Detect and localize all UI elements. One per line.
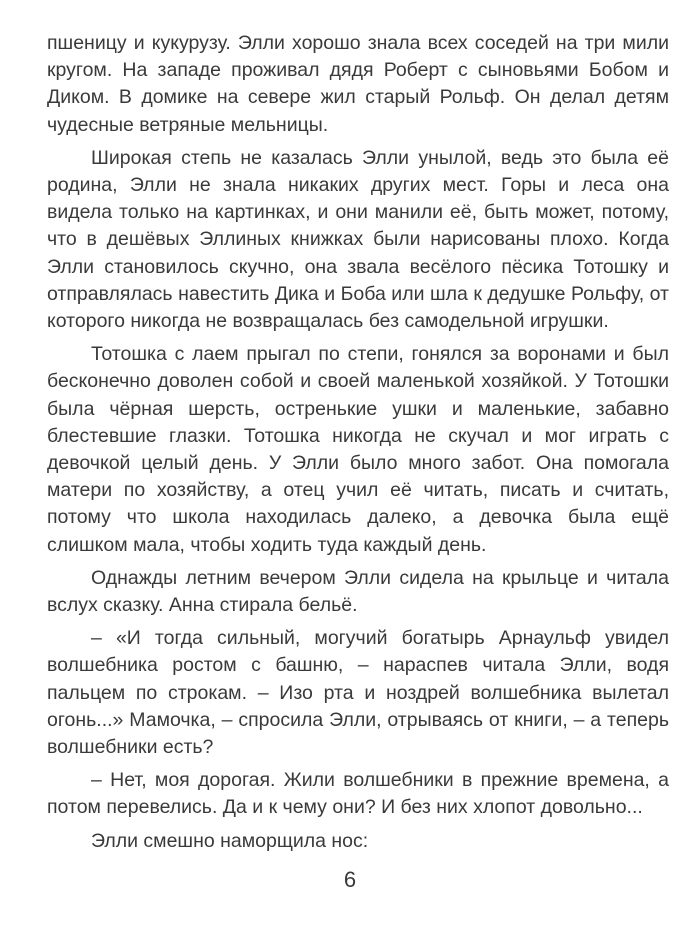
page-body <box>47 30 669 861</box>
page-number: 6 <box>343 867 357 892</box>
paragraph-6: – Нет, моя дорогая. Жили волшебники в прежние времена, а потом перевелись. Да и к чему они? И без них хлопот довольно... <box>47 769 669 819</box>
paragraph-4: Однажды летним вечером Элли сидела на крыльце и читала вслух сказку. Анна стирала бельё. <box>47 566 669 617</box>
paragraph-1: пшеницу и кукурузу. Элли хорошо знала всех соседей на три мили кругом. На западе проживал дядя Роберт с сыновьями Бобом и Диком. В домике на севере жил старый Рольф. Он делал детям чудесные ветряные мельницы. <box>47 32 669 136</box>
paragraph-2: Широкая степь не казалась Элли унылой, ведь это была её родина, Элли не знала никаких других мест. Горы и леса она видела только на картинках, и они манили её, быть может, потому, что в дешёвых Эллиных книжках были нарисованы плохо. Когда Элли становилось скучно, она звала весёлого пёсика Тотошку и отправлялась навестить Дика и Боба или шла к дедушке Рольфу, от которого никогда не возвращалась без самодельной игрушки. <box>47 146 669 333</box>
paragraph-3: Тотошка с лаем прыгал по степи, гонялся за воронами и был бесконечно доволен собой и своей маленькой хозяйкой. У Тотошки была чёрная шерсть, остренькие ушки и маленькие, забавно блестевшие глазки. Тотошка никогда не скучал и мог играть с девочкой целый день. У Элли было много забот. Она помогала матери по хозяйству, а отец учил её читать, писать и считать, потому что школа находилась далеко, а девочка была ещё слишком мала, чтобы ходить туда каждый день. <box>47 343 669 556</box>
paragraph-5: – «И тогда сильный, могучий богатырь Арнаульф увидел волшебника ростом с башню, – нараспев читала Элли, водя пальцем по строкам. – Изо рта и ноздрей волшебника вылетал огонь...» Мамочка, – спросила Элли, отрываясь от книги, – а теперь волшебники есть? <box>47 627 669 759</box>
paragraph-7: Элли смешно наморщила нос: <box>91 829 369 852</box>
